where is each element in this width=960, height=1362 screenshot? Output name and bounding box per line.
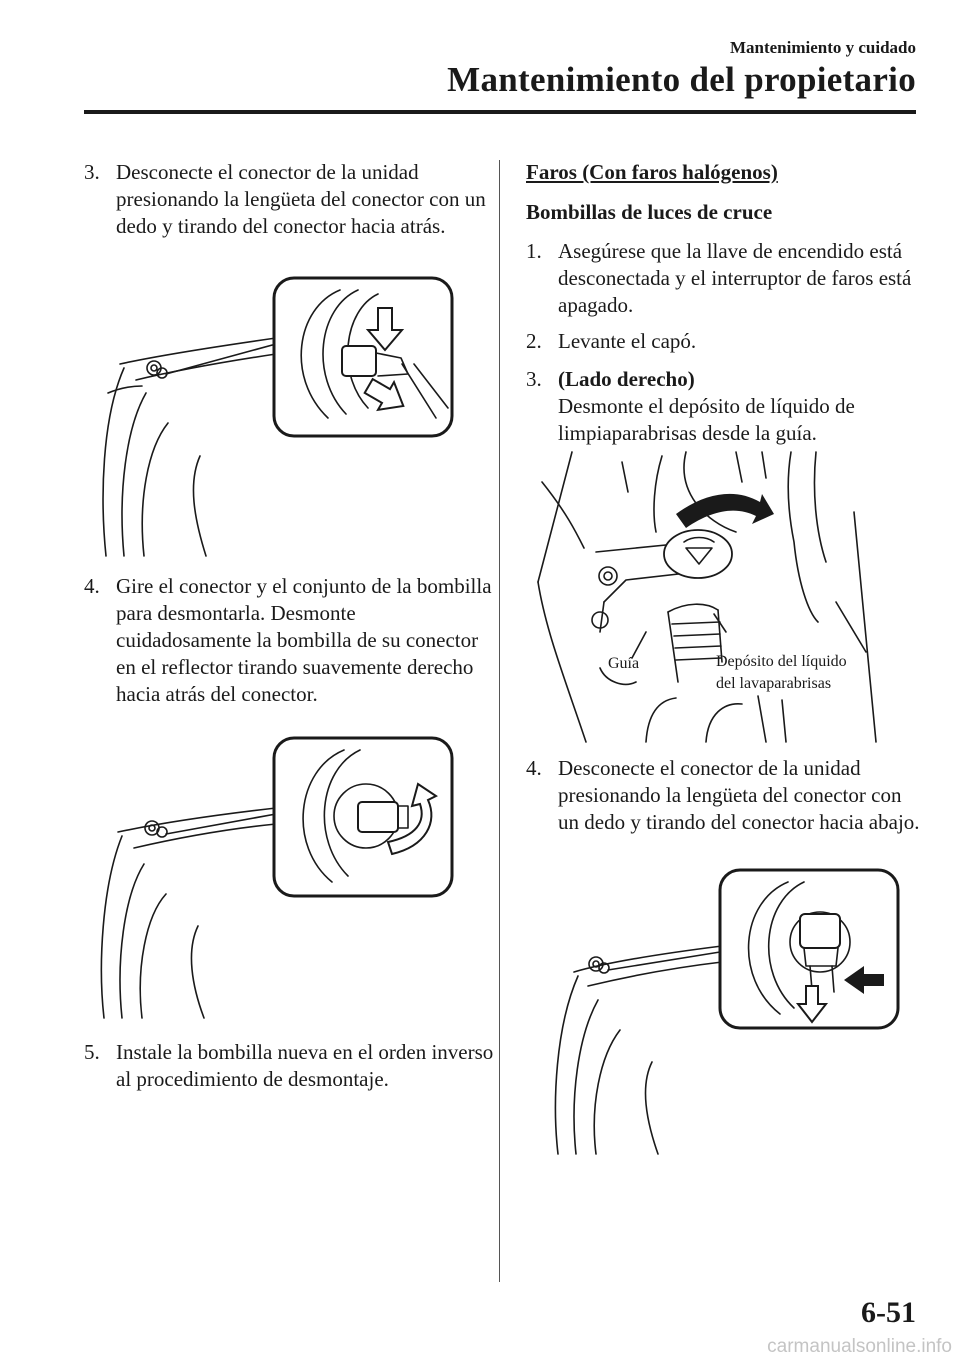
section-label: Mantenimiento y cuidado [729, 38, 916, 57]
arrow-icon [676, 494, 774, 528]
step-3-right [526, 366, 926, 447]
headlight-connector-press-illustration [96, 268, 456, 558]
step-1-right [526, 238, 926, 319]
step-text: Instale la bombilla nueva en el orden inverso al procedimiento de desmontaje. [116, 1040, 494, 1091]
label-reservoir-2: del lavaparabrisas [716, 675, 832, 692]
step-number: 3. [526, 367, 542, 391]
section-heading: Faros (Con faros halógenos) [526, 160, 778, 184]
step-number: 4. [84, 574, 100, 598]
label-reservoir-1: Depósito del líquido [716, 653, 847, 670]
step-number: 5. [84, 1040, 100, 1064]
step-text [526, 366, 926, 447]
header-divider [84, 110, 916, 114]
step-2-right [526, 328, 926, 355]
step-text: Desconecte el conector de la unidad presionando la lengüeta del conector con un dedo y tirando del conector hacia atrás. [116, 160, 486, 238]
column-divider [499, 160, 500, 1282]
step-number: 1. [526, 239, 542, 263]
page-number: 6-51 [861, 1296, 916, 1329]
step-subtitle: (Lado derecho) [558, 367, 695, 391]
washer-reservoir-illustration [536, 452, 886, 742]
footer-watermark[interactable]: carmanualsonline.info [767, 1336, 952, 1357]
step-number: 2. [526, 329, 542, 353]
headlight-bulb-rotate-illustration [96, 736, 456, 1020]
step-number: 4. [526, 756, 542, 780]
step-4-right [526, 755, 926, 836]
step-body: Desmonte el depósito de líquido de limpiaparabrisas desde la guía. [558, 394, 855, 445]
subsection-heading: Bombillas de luces de cruce [526, 200, 773, 224]
step-text: Levante el capó. [558, 329, 697, 353]
step-text: Desconecte el conector de la unidad presionando la lengüeta del conector con un dedo y tirando del conector hacia abajo. [558, 756, 920, 834]
step-text: Asegúrese que la llave de encendido está desconectada y el interruptor de faros está apagado. [558, 239, 912, 317]
step-3-left [84, 159, 494, 240]
headlight-connector-down-illustration [548, 866, 908, 1156]
step-5-left [84, 1039, 494, 1093]
label-guide: Guía [608, 655, 640, 672]
step-4-left [84, 573, 494, 708]
step-number: 3. [84, 160, 100, 184]
step-text: Gire el conector y el conjunto de la bombilla para desmontarla. Desmonte cuidadosamente la bombilla de su conector en el reflector tirando suavemente derecho hacia atrás del conector. [116, 574, 492, 706]
page-title: Mantenimiento del propietario [447, 60, 916, 99]
